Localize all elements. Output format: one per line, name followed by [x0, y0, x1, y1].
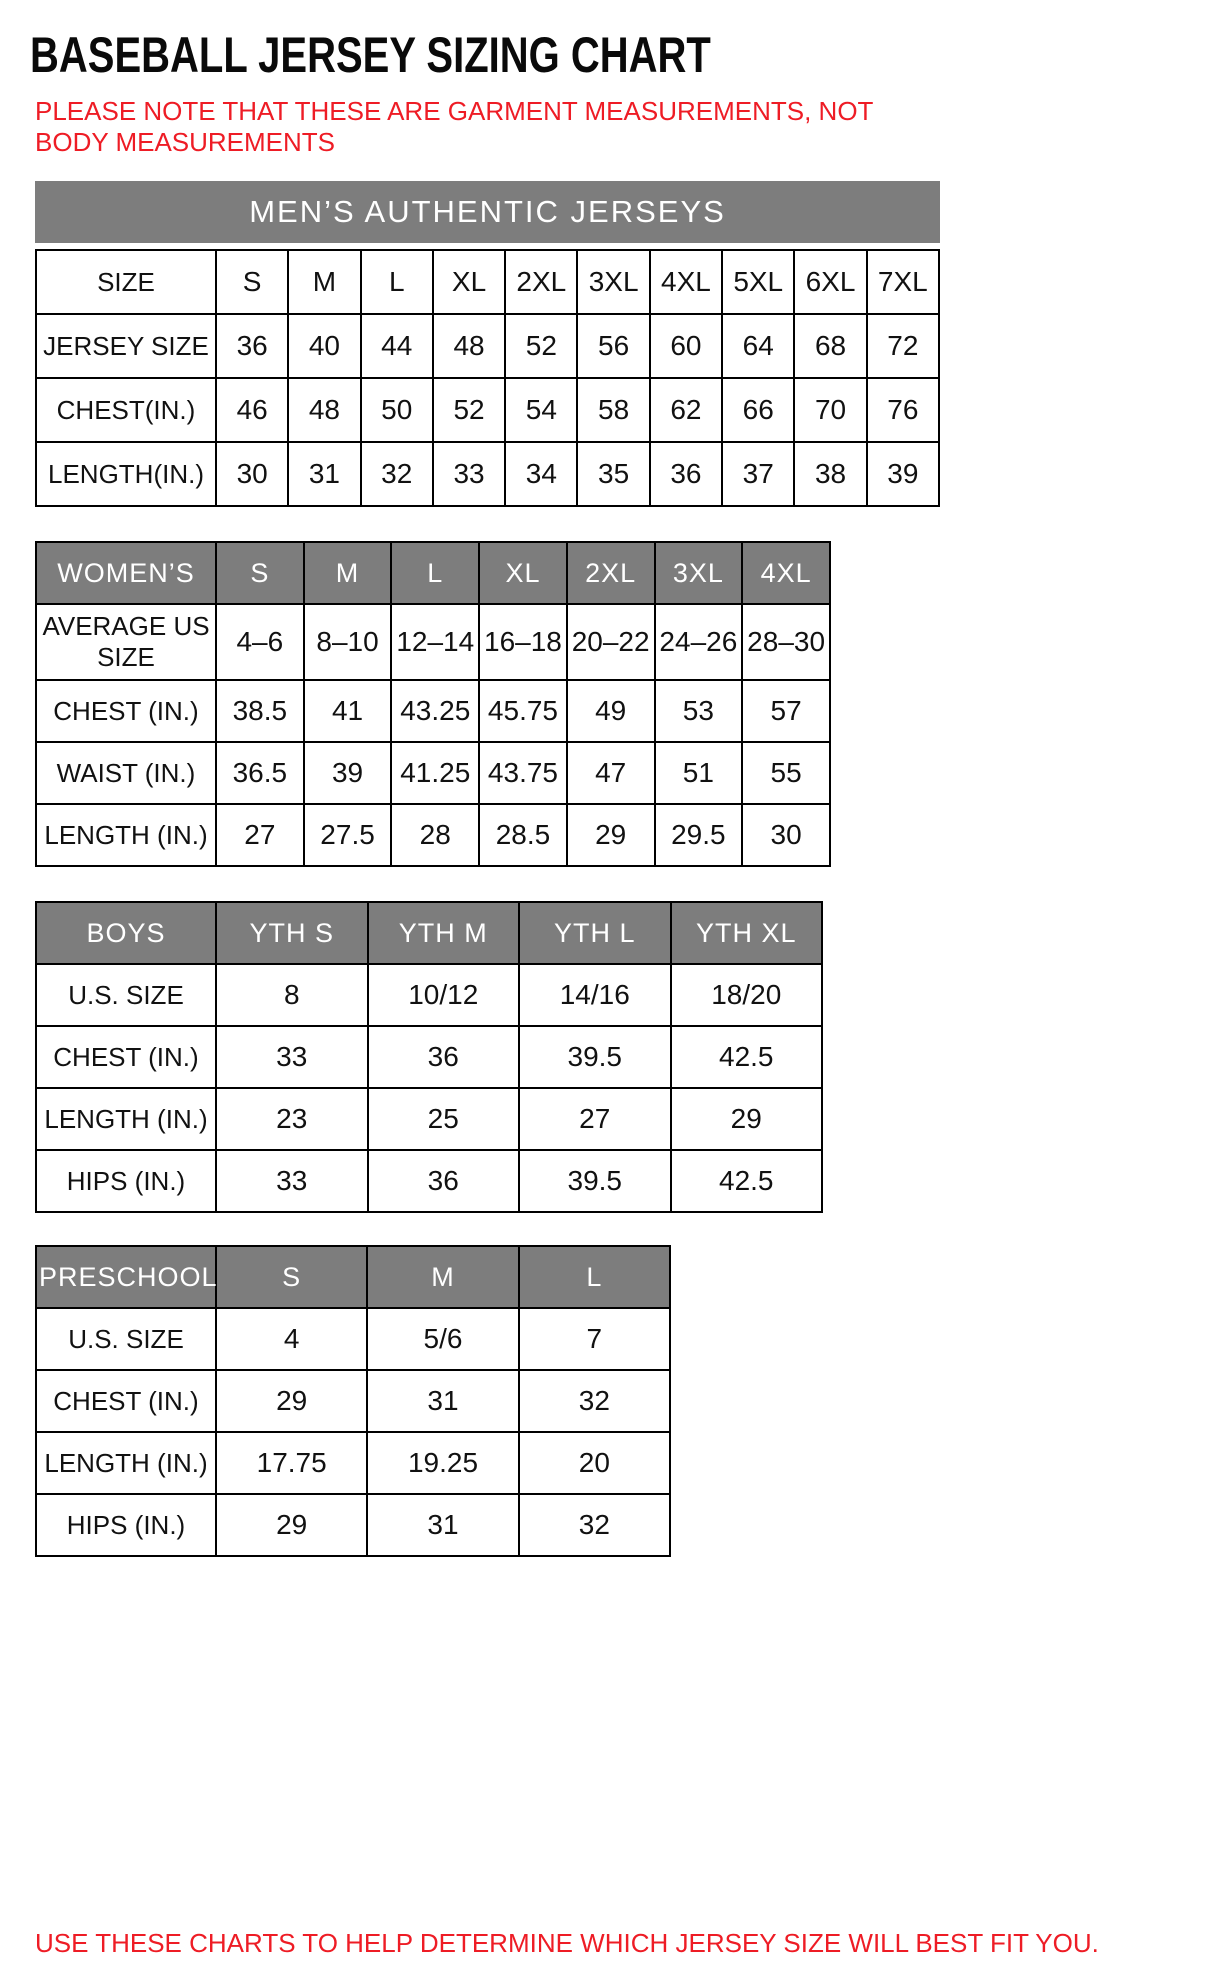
table-row — [36, 680, 830, 742]
cell-value: 52 — [433, 378, 505, 442]
cell-value: 64 — [722, 314, 794, 378]
table-title-cell: PRESCHOOL — [36, 1246, 216, 1308]
row-label: JERSEY SIZE — [36, 314, 216, 378]
table-row — [36, 1494, 670, 1556]
cell-value: 48 — [433, 314, 505, 378]
mens-sizing-section — [0, 181, 1220, 507]
column-header: YTH XL — [671, 902, 823, 964]
cell-value: 52 — [505, 314, 577, 378]
cell-value: 34 — [505, 442, 577, 506]
table-row — [36, 250, 939, 314]
cell-value: 7 — [519, 1308, 670, 1370]
cell-value: 38.5 — [216, 680, 304, 742]
row-label: CHEST(IN.) — [36, 378, 216, 442]
cell-value: 33 — [216, 1150, 368, 1212]
cell-value: 41.25 — [391, 742, 479, 804]
footer-note: USE THESE CHARTS TO HELP DETERMINE WHICH JERSEY SIZE WILL BEST FIT YOU. — [35, 1928, 1099, 1958]
cell-value: 48 — [288, 378, 360, 442]
table-title-cell: WOMEN’S — [36, 542, 216, 604]
cell-value: 58 — [577, 378, 649, 442]
cell-value: 56 — [577, 314, 649, 378]
table-row — [36, 604, 830, 680]
cell-value: 28–30 — [742, 604, 830, 680]
womens-sizing-section — [0, 541, 1220, 867]
column-header: 3XL — [655, 542, 743, 604]
cell-value: 43.25 — [391, 680, 479, 742]
table-header-row — [36, 1246, 670, 1308]
cell-value: 45.75 — [479, 680, 567, 742]
row-label: CHEST (IN.) — [36, 680, 216, 742]
cell-value: 33 — [433, 442, 505, 506]
column-header: YTH M — [368, 902, 520, 964]
cell-value: 14/16 — [519, 964, 671, 1026]
cell-value: 53 — [655, 680, 743, 742]
row-label: CHEST (IN.) — [36, 1370, 216, 1432]
cell-value: 31 — [367, 1494, 518, 1556]
cell-value: 28.5 — [479, 804, 567, 866]
page-title: BASEBALL JERSEY SIZING CHART — [30, 27, 711, 83]
cell-value: 29.5 — [655, 804, 743, 866]
column-header: M — [367, 1246, 518, 1308]
column-header: YTH L — [519, 902, 671, 964]
table-header-row — [36, 542, 830, 604]
column-header: M — [304, 542, 392, 604]
cell-value: 54 — [505, 378, 577, 442]
cell-value: 49 — [567, 680, 655, 742]
table-row — [36, 1026, 822, 1088]
cell-value: 30 — [216, 442, 288, 506]
cell-value: 29 — [216, 1494, 367, 1556]
cell-value: 32 — [519, 1494, 670, 1556]
cell-value: 40 — [288, 314, 360, 378]
cell-value: 7XL — [867, 250, 939, 314]
cell-value: 43.75 — [479, 742, 567, 804]
cell-value: 29 — [671, 1088, 823, 1150]
cell-value: 60 — [650, 314, 722, 378]
cell-value: 2XL — [505, 250, 577, 314]
cell-value: 19.25 — [367, 1432, 518, 1494]
garment-measurement-note: PLEASE NOTE THAT THESE ARE GARMENT MEASUREMENTS, NOT BODY MEASUREMENTS — [35, 96, 873, 157]
cell-value: 39 — [867, 442, 939, 506]
cell-value: 29 — [567, 804, 655, 866]
cell-value: 28 — [391, 804, 479, 866]
cell-value: 27.5 — [304, 804, 392, 866]
table-row — [36, 378, 939, 442]
column-header: L — [519, 1246, 670, 1308]
cell-value: 42.5 — [671, 1150, 823, 1212]
womens-table-body — [36, 542, 830, 866]
cell-value: 51 — [655, 742, 743, 804]
cell-value: 6XL — [794, 250, 866, 314]
cell-value: 30 — [742, 804, 830, 866]
row-label: WAIST (IN.) — [36, 742, 216, 804]
table-header-row — [36, 902, 822, 964]
column-header: L — [391, 542, 479, 604]
cell-value: 20–22 — [567, 604, 655, 680]
row-label: AVERAGE US SIZE — [36, 604, 216, 680]
boys-sizing-table — [35, 901, 823, 1213]
cell-value: 62 — [650, 378, 722, 442]
cell-value: 24–26 — [655, 604, 743, 680]
row-label: HIPS (IN.) — [36, 1150, 216, 1212]
boys-table-body — [36, 902, 822, 1212]
cell-value: XL — [433, 250, 505, 314]
cell-value: 27 — [519, 1088, 671, 1150]
cell-value: 12–14 — [391, 604, 479, 680]
cell-value: 25 — [368, 1088, 520, 1150]
row-label: SIZE — [36, 250, 216, 314]
row-label: LENGTH (IN.) — [36, 1432, 216, 1494]
row-label: LENGTH (IN.) — [36, 1088, 216, 1150]
cell-value: 70 — [794, 378, 866, 442]
cell-value: 41 — [304, 680, 392, 742]
cell-value: 4XL — [650, 250, 722, 314]
cell-value: 33 — [216, 1026, 368, 1088]
row-label: LENGTH(IN.) — [36, 442, 216, 506]
preschool-sizing-table — [35, 1245, 671, 1557]
cell-value: 39.5 — [519, 1026, 671, 1088]
cell-value: 36.5 — [216, 742, 304, 804]
womens-sizing-table — [35, 541, 831, 867]
cell-value: 32 — [361, 442, 433, 506]
cell-value: 42.5 — [671, 1026, 823, 1088]
table-row — [36, 1432, 670, 1494]
table-row — [36, 314, 939, 378]
cell-value: S — [216, 250, 288, 314]
table-row — [36, 442, 939, 506]
boys-sizing-section — [0, 901, 1220, 1213]
cell-value: 8 — [216, 964, 368, 1026]
column-header: S — [216, 542, 304, 604]
cell-value: 3XL — [577, 250, 649, 314]
cell-value: 31 — [288, 442, 360, 506]
cell-value: 76 — [867, 378, 939, 442]
cell-value: 57 — [742, 680, 830, 742]
cell-value: 38 — [794, 442, 866, 506]
cell-value: 36 — [650, 442, 722, 506]
cell-value: 5/6 — [367, 1308, 518, 1370]
cell-value: 36 — [368, 1150, 520, 1212]
cell-value: 46 — [216, 378, 288, 442]
table-row — [36, 804, 830, 866]
row-label: CHEST (IN.) — [36, 1026, 216, 1088]
cell-value: 32 — [519, 1370, 670, 1432]
table-row — [36, 1088, 822, 1150]
cell-value: 31 — [367, 1370, 518, 1432]
table-row — [36, 1308, 670, 1370]
cell-value: 5XL — [722, 250, 794, 314]
preschool-sizing-section — [0, 1245, 1220, 1557]
cell-value: 27 — [216, 804, 304, 866]
cell-value: 50 — [361, 378, 433, 442]
cell-value: 8–10 — [304, 604, 392, 680]
column-header: YTH S — [216, 902, 368, 964]
cell-value: 39.5 — [519, 1150, 671, 1212]
cell-value: 23 — [216, 1088, 368, 1150]
cell-value: 29 — [216, 1370, 367, 1432]
column-header: XL — [479, 542, 567, 604]
table-row — [36, 742, 830, 804]
row-label: U.S. SIZE — [36, 1308, 216, 1370]
cell-value: 35 — [577, 442, 649, 506]
table-row — [36, 964, 822, 1026]
cell-value: 37 — [722, 442, 794, 506]
row-label: U.S. SIZE — [36, 964, 216, 1026]
table-row — [36, 1370, 670, 1432]
mens-table-body — [36, 250, 939, 506]
cell-value: 10/12 — [368, 964, 520, 1026]
row-label: LENGTH (IN.) — [36, 804, 216, 866]
preschool-table-body — [36, 1246, 670, 1556]
cell-value: 47 — [567, 742, 655, 804]
cell-value: 36 — [368, 1026, 520, 1088]
mens-sizing-table — [35, 249, 940, 507]
cell-value: 36 — [216, 314, 288, 378]
cell-value: 72 — [867, 314, 939, 378]
column-header: 4XL — [742, 542, 830, 604]
cell-value: 4 — [216, 1308, 367, 1370]
cell-value: M — [288, 250, 360, 314]
mens-table-title: MEN’S AUTHENTIC JERSEYS — [35, 181, 940, 243]
column-header: 2XL — [567, 542, 655, 604]
cell-value: 39 — [304, 742, 392, 804]
cell-value: 44 — [361, 314, 433, 378]
cell-value: 4–6 — [216, 604, 304, 680]
cell-value: 55 — [742, 742, 830, 804]
table-row — [36, 1150, 822, 1212]
cell-value: L — [361, 250, 433, 314]
column-header: S — [216, 1246, 367, 1308]
cell-value: 17.75 — [216, 1432, 367, 1494]
cell-value: 66 — [722, 378, 794, 442]
cell-value: 68 — [794, 314, 866, 378]
table-title-cell: BOYS — [36, 902, 216, 964]
cell-value: 20 — [519, 1432, 670, 1494]
cell-value: 18/20 — [671, 964, 823, 1026]
row-label: HIPS (IN.) — [36, 1494, 216, 1556]
cell-value: 16–18 — [479, 604, 567, 680]
